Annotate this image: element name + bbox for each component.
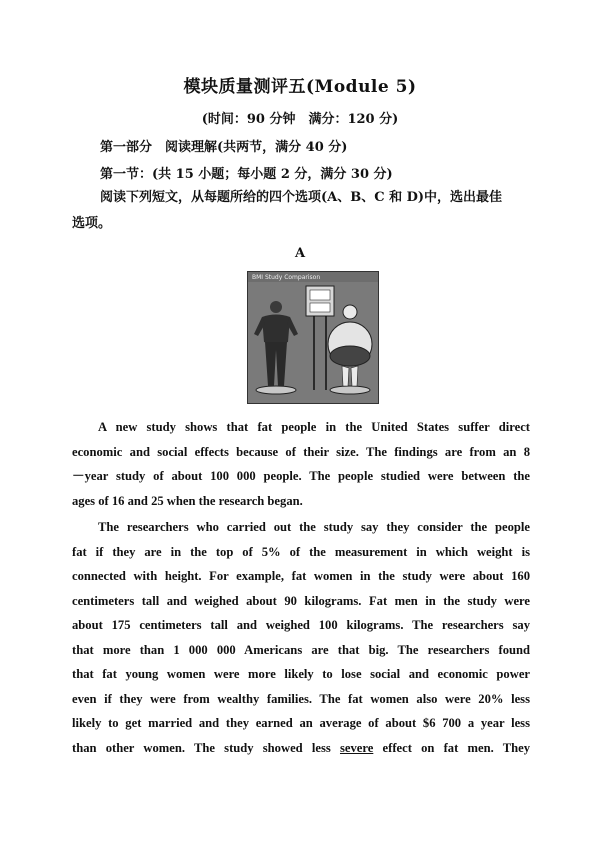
p2-text-before: than other women. The study showed less (72, 740, 340, 755)
p2-text-after: effect on fat men. They (373, 740, 531, 755)
p1-line: A new study shows that fat people in the United States suffer direct (98, 420, 530, 434)
paragraph-1 (72, 415, 530, 513)
part-heading: 第一部分 阅读理解(共两节，满分 40 分) (100, 140, 348, 155)
p2-line: The researchers who carried out the study say they consider the people (98, 520, 530, 534)
p2-line: that more than 1 000 000 Americans are that big. The researchers found (72, 642, 530, 657)
p2-line: fat if they are in the top of 5% of the measurement in which weight is (72, 544, 530, 559)
instruction-line-2: 选项。 (72, 216, 112, 231)
p2-line: even if they were from wealthy families. The fat women also were 20% less (72, 691, 530, 706)
p2-line: likely to get married and they earned an average of about $6 700 a year less (72, 716, 530, 730)
p2-line-last (72, 736, 530, 761)
instructions (72, 185, 532, 237)
p1-line: －year study of about 100 000 people. The people studied were between the (72, 469, 530, 483)
figure-caption: BMI Study Comparison (252, 274, 321, 281)
p2-line: about 175 centimeters tall and weighed 100 kilograms. The researchers say (72, 618, 530, 632)
underlined-word: severe (339, 740, 374, 755)
time-and-score: (时间：90 分钟 满分：120 分) (201, 112, 399, 127)
passage-letter: A (294, 246, 306, 261)
p1-line: economic and social effects because of their size. The findings are from an 8 (72, 444, 530, 459)
page-title: 模块质量测评五(Module 5) (183, 77, 417, 97)
section-heading: 第一节：(共 15 小题；每小题 2 分，满分 30 分) (100, 167, 393, 182)
p2-line: centimeters tall and weighed about 90 kilograms. Fat men in the study were (72, 593, 530, 608)
bmi-illustration (248, 272, 378, 403)
instruction-line-1: 阅读下列短文，从每题所给的四个选项(A、B、C 和 D)中，选出最佳 (100, 190, 503, 205)
p2-line: that fat young women were more likely to lose social and economic power (72, 667, 530, 681)
p1-line: ages of 16 and 25 when the research began. (72, 493, 303, 508)
bmi-comparison-image (247, 271, 379, 404)
paragraph-2 (72, 515, 530, 760)
p2-line: connected with height. For example, fat women in the study were about 160 (72, 569, 530, 583)
